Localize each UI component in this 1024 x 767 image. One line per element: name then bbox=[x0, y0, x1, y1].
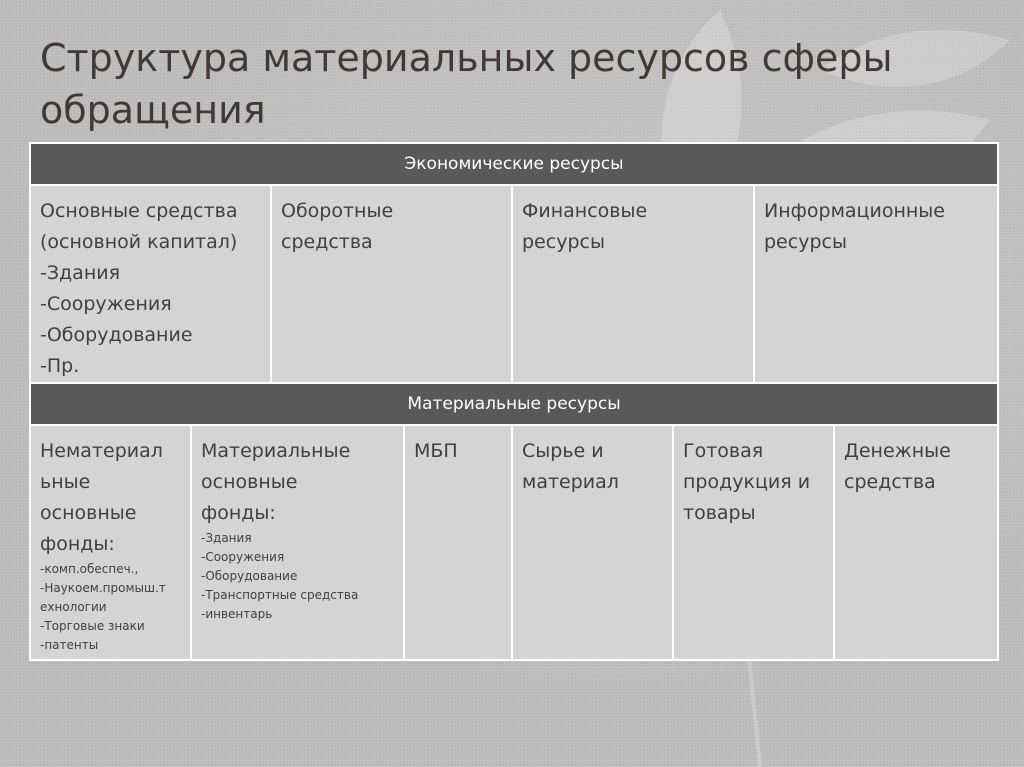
tangible-assets-list-item: -Здания bbox=[201, 531, 252, 545]
material-cell-line: средства bbox=[844, 471, 936, 493]
material-cell-line: основные bbox=[201, 471, 298, 493]
economic-cell-line: -Сооружения bbox=[40, 293, 172, 315]
economic-cell-line: ресурсы bbox=[764, 231, 847, 253]
material-cell-line: фонды: bbox=[201, 502, 276, 524]
material-resources-table bbox=[29, 382, 999, 661]
economic-cell-line: Основные средства bbox=[40, 200, 238, 222]
intangible-assets-list-item: -комп.обеспеч., bbox=[40, 562, 139, 576]
economic-resources-header: Экономические ресурсы bbox=[30, 143, 998, 185]
economic-resources-table bbox=[29, 142, 999, 388]
economic-cell-line: -Оборудование bbox=[40, 324, 193, 346]
material-cell-line: товары bbox=[683, 502, 756, 524]
economic-cell-line: Финансовые bbox=[522, 200, 648, 222]
material-cell-intangible-assets bbox=[30, 425, 191, 660]
tangible-assets-list-item: -Транспортные средства bbox=[201, 588, 359, 602]
intangible-assets-list-item: -патенты bbox=[40, 638, 99, 652]
economic-cell-line: средства bbox=[281, 231, 373, 253]
economic-cell-line: (основной капитал) bbox=[40, 231, 238, 253]
intangible-assets-list-item: ехнологии bbox=[40, 600, 107, 614]
slide-title-line-1: Структура материальных ресурсов сферы bbox=[40, 36, 893, 80]
tangible-assets-list-item: -Сооружения bbox=[201, 550, 285, 564]
material-cell-line: Материальные bbox=[201, 440, 351, 462]
material-cell-line: материал bbox=[522, 471, 619, 493]
material-cell-raw-materials bbox=[512, 425, 673, 660]
material-cell-line: Сырье и bbox=[522, 440, 604, 462]
economic-cell-fixed-assets bbox=[30, 185, 271, 387]
economic-cell-working-capital bbox=[271, 185, 512, 387]
material-cell-tangible-assets bbox=[191, 425, 404, 660]
slide-title bbox=[40, 32, 940, 136]
economic-cell-line: -Здания bbox=[40, 262, 121, 284]
material-cell-line: фонды: bbox=[40, 533, 115, 555]
material-cell-finished-goods bbox=[673, 425, 834, 660]
material-cell-line: продукция и bbox=[683, 471, 811, 493]
intangible-assets-list-item: -Наукоем.промыш.т bbox=[40, 581, 166, 595]
material-cell-line: Нематериал bbox=[40, 440, 163, 462]
slide-title-line-2: обращения bbox=[40, 88, 266, 132]
material-cell-line: Готовая bbox=[683, 440, 764, 462]
material-cell-mbp bbox=[404, 425, 512, 660]
material-cell-line: основные bbox=[40, 502, 137, 524]
tangible-assets-list-item: -Оборудование bbox=[201, 569, 298, 583]
economic-cell-information-resources bbox=[754, 185, 998, 387]
material-cell-cash bbox=[834, 425, 998, 660]
economic-cell-line: Оборотные bbox=[281, 200, 394, 222]
intangible-assets-list bbox=[40, 560, 182, 655]
tangible-assets-list-item: -инвентарь bbox=[201, 607, 273, 621]
intangible-assets-list-item: -Торговые знаки bbox=[40, 619, 145, 633]
material-cell-line: Денежные bbox=[844, 440, 951, 462]
economic-cell-financial-resources bbox=[512, 185, 754, 387]
material-resources-header: Материальные ресурсы bbox=[30, 383, 998, 425]
material-cell-line: МБП bbox=[414, 440, 458, 462]
economic-cell-line: ресурсы bbox=[522, 231, 605, 253]
economic-cell-line: Информационные bbox=[764, 200, 945, 222]
material-cell-line: ьные bbox=[40, 471, 91, 493]
tangible-assets-list bbox=[201, 529, 395, 624]
economic-cell-line: -Пр. bbox=[40, 355, 80, 377]
